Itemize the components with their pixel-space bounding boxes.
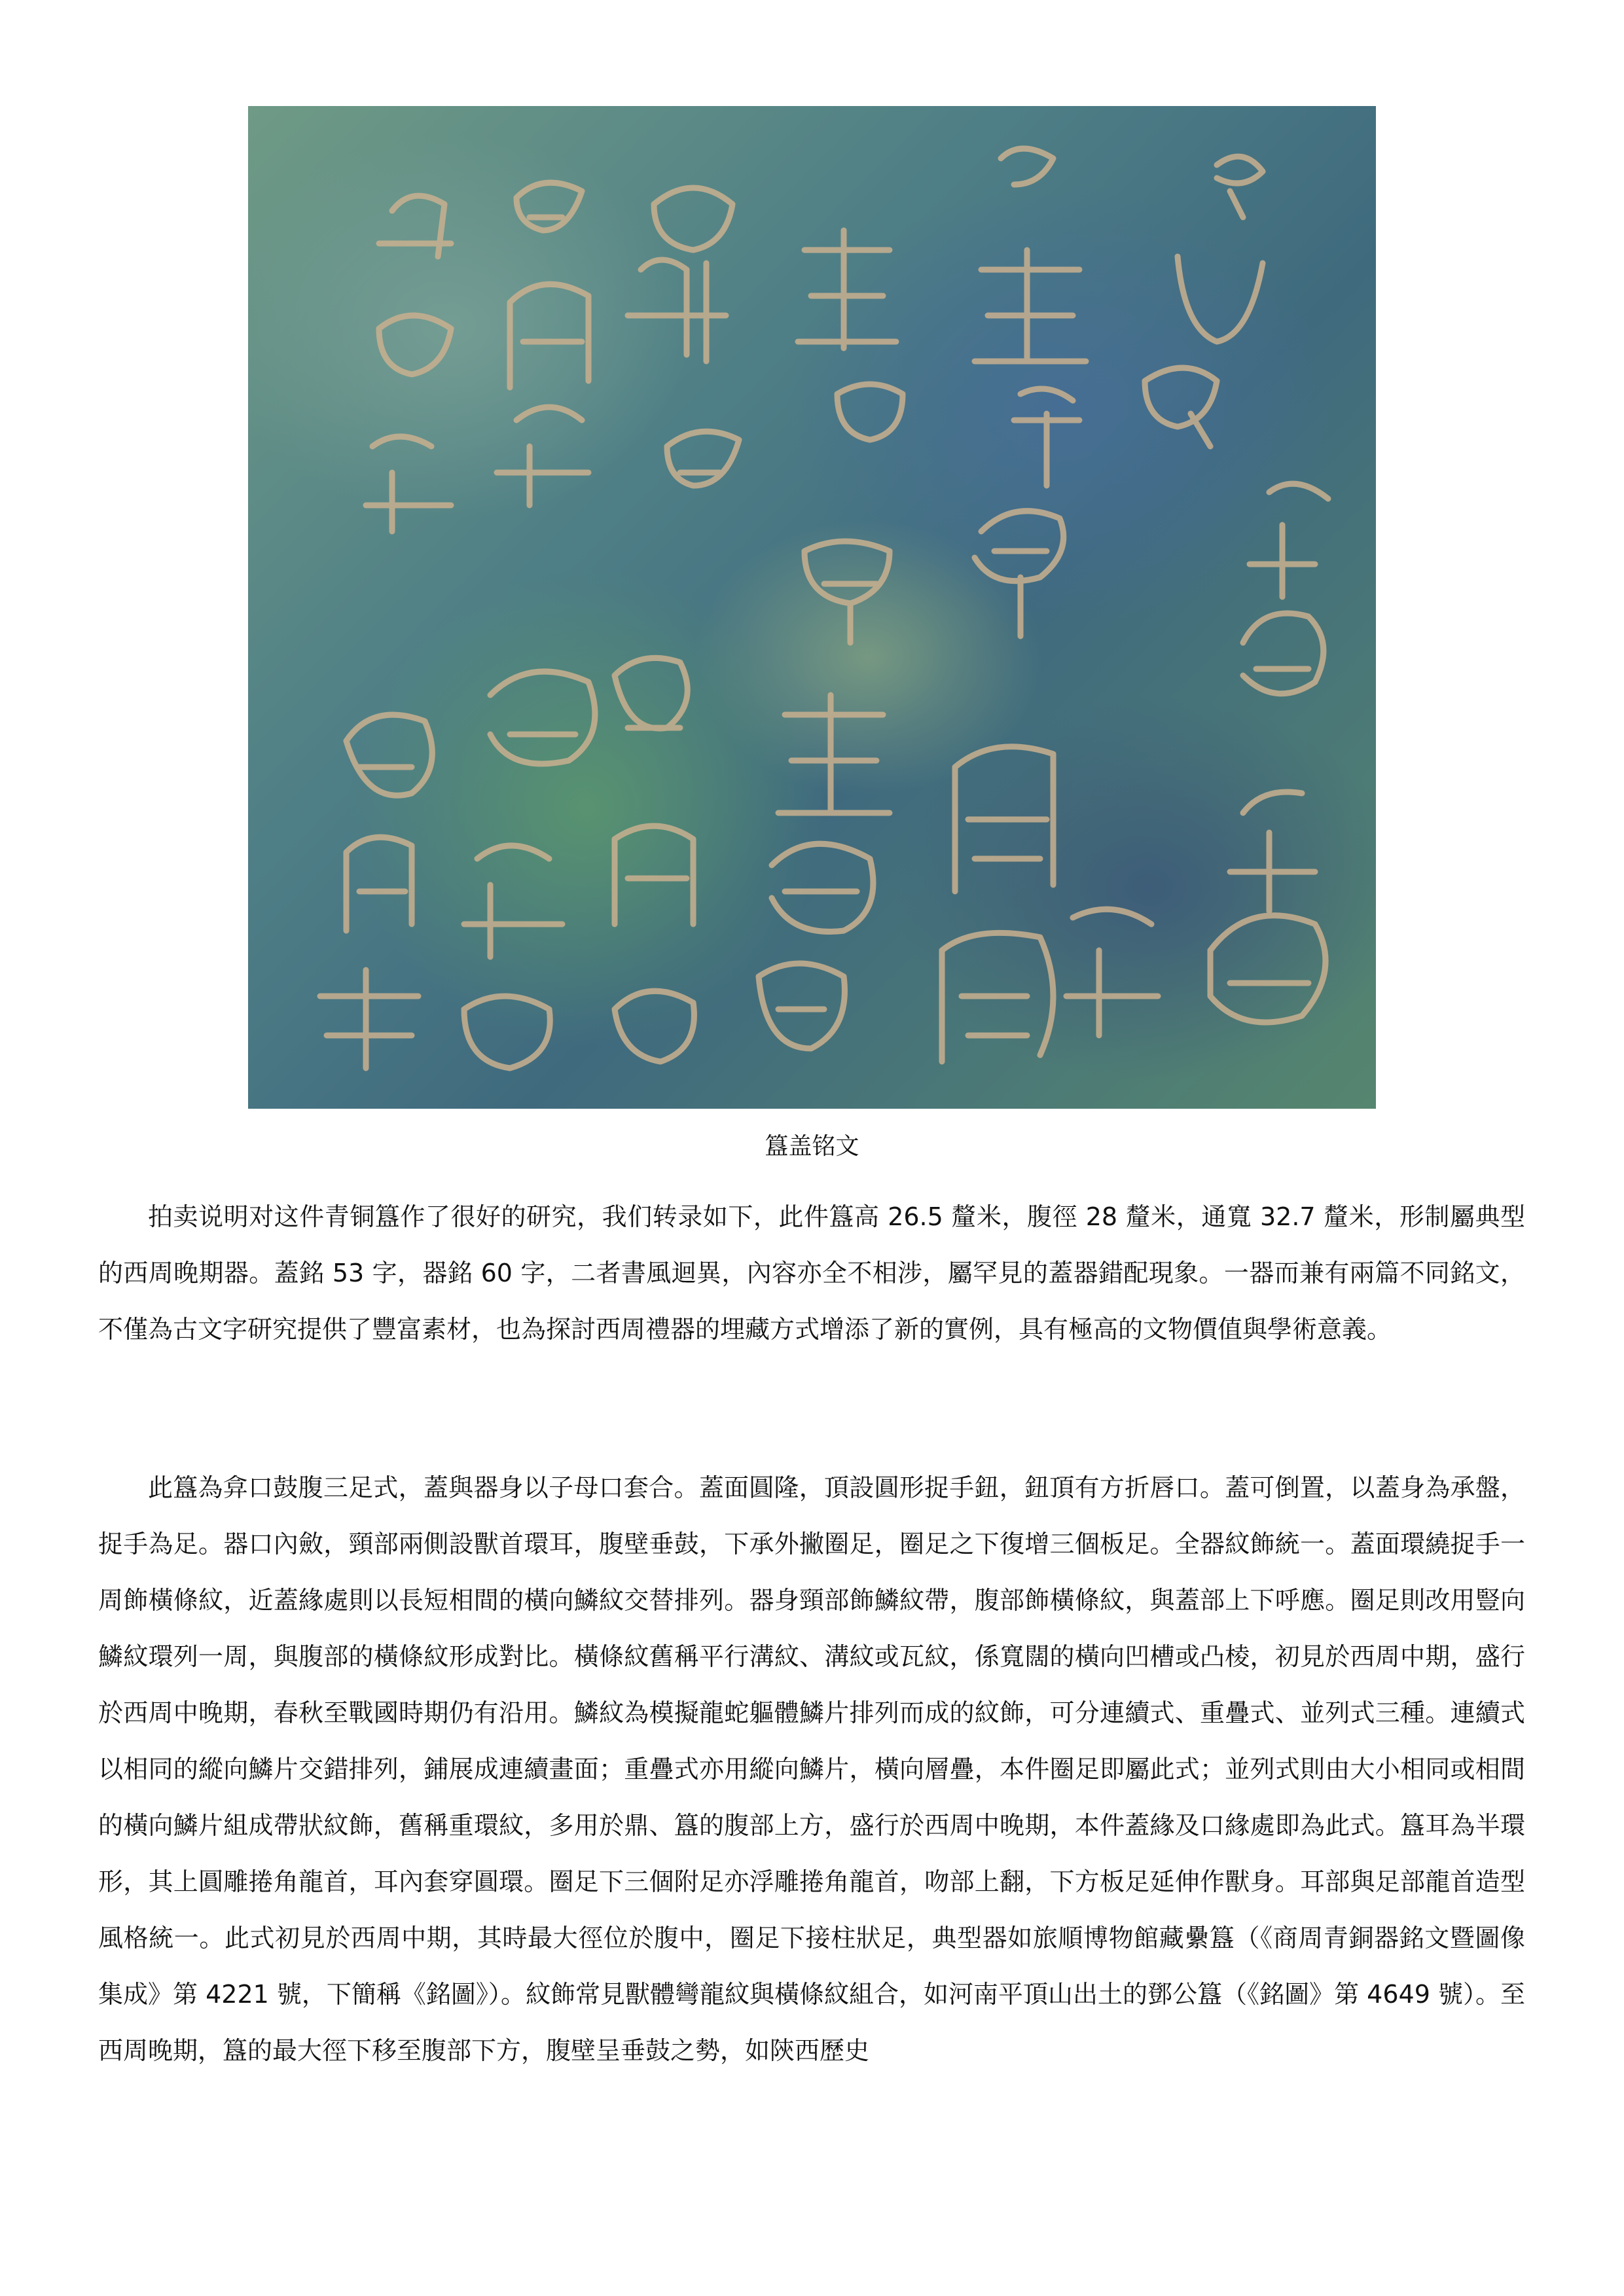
bronze-inscription-photo <box>248 106 1376 1109</box>
figure-caption: 簋盖铭文 <box>765 1133 859 1160</box>
body-paragraph-2: 此簋為弇口鼓腹三足式，蓋與器身以子母口套合。蓋面圓隆，頂設圓形捉手鈕，鈕頂有方折唇口。蓋可倒置，以蓋身為承盤，捉手為足。器口內斂，頸部兩側設獸首環耳，腹壁垂鼓，下承外撇圈足，圈足之下復增三個板足。全器紋飾統一。蓋面環繞捉手一周飾橫條紋，近蓋緣處則以長短相間的橫向鱗紋交替排列。器身頸部飾鱗紋帶，腹部飾橫條紋，與蓋部上下呼應。圈足則改用豎向鱗紋環列一周，與腹部的橫條紋形成對比。橫條紋舊稱平行溝紋、溝紋或瓦紋，係寬闊的橫向凹槽或凸棱，初見於西周中期，盛行於西周中晚期，春秋至戰國時期仍有沿用。鱗紋為模擬龍蛇軀體鱗片排列而成的紋飾，可分連續式、重疊式、並列式三種。連續式以相同的縱向鱗片交錯排列，鋪展成連續畫面；重疊式亦用縱向鱗片，橫向層疊，本件圈足即屬此式；並列式則由大小相同或相間的橫向鱗片組成帶狀紋飾，舊稱重環紋，多用於鼎、簋的腹部上方，盛行於西周中晚期，本件蓋緣及口緣處即為此式。簋耳為半環形，其上圓雕捲角龍首，耳內套穿圓環。圈足下三個附足亦浮雕捲角龍首，吻部上翻，下方板足延伸作獸身。耳部與足部龍首造型風格統一。此式初見於西周中期，其時最大徑位於腹中，圈足下接柱狀足，典型器如旅順博物館藏纍簋（《商周青銅器銘文暨圖像集成》第 4221 號，下簡稱《銘圖》）。紋飾常見獸體彎龍紋與橫條紋組合，如河南平頂山出土的鄧公簋（《銘圖》第 4649 號）。至西周晚期，簋的最大徑下移至腹部下方，腹壁呈垂鼓之勢，如陝西歷史 <box>98 1473 1525 2065</box>
body-paragraph-1: 拍卖说明对这件青铜簋作了很好的研究，我们转录如下，此件簋高 26.5 釐米，腹徑 28 釐米，通寬 32.7 釐米，形制屬典型的西周晚期器。蓋銘 53 字，器銘 60 字，二者書風迴異，內容亦全不相涉，屬罕見的蓋器錯配現象。一器而兼有兩篇不同銘文，不僅為古文字研究提供了豐富素材，也為探討西周禮器的埋藏方式增添了新的實例，具有極高的文物價值與學術意義。 <box>98 1202 1525 1344</box>
